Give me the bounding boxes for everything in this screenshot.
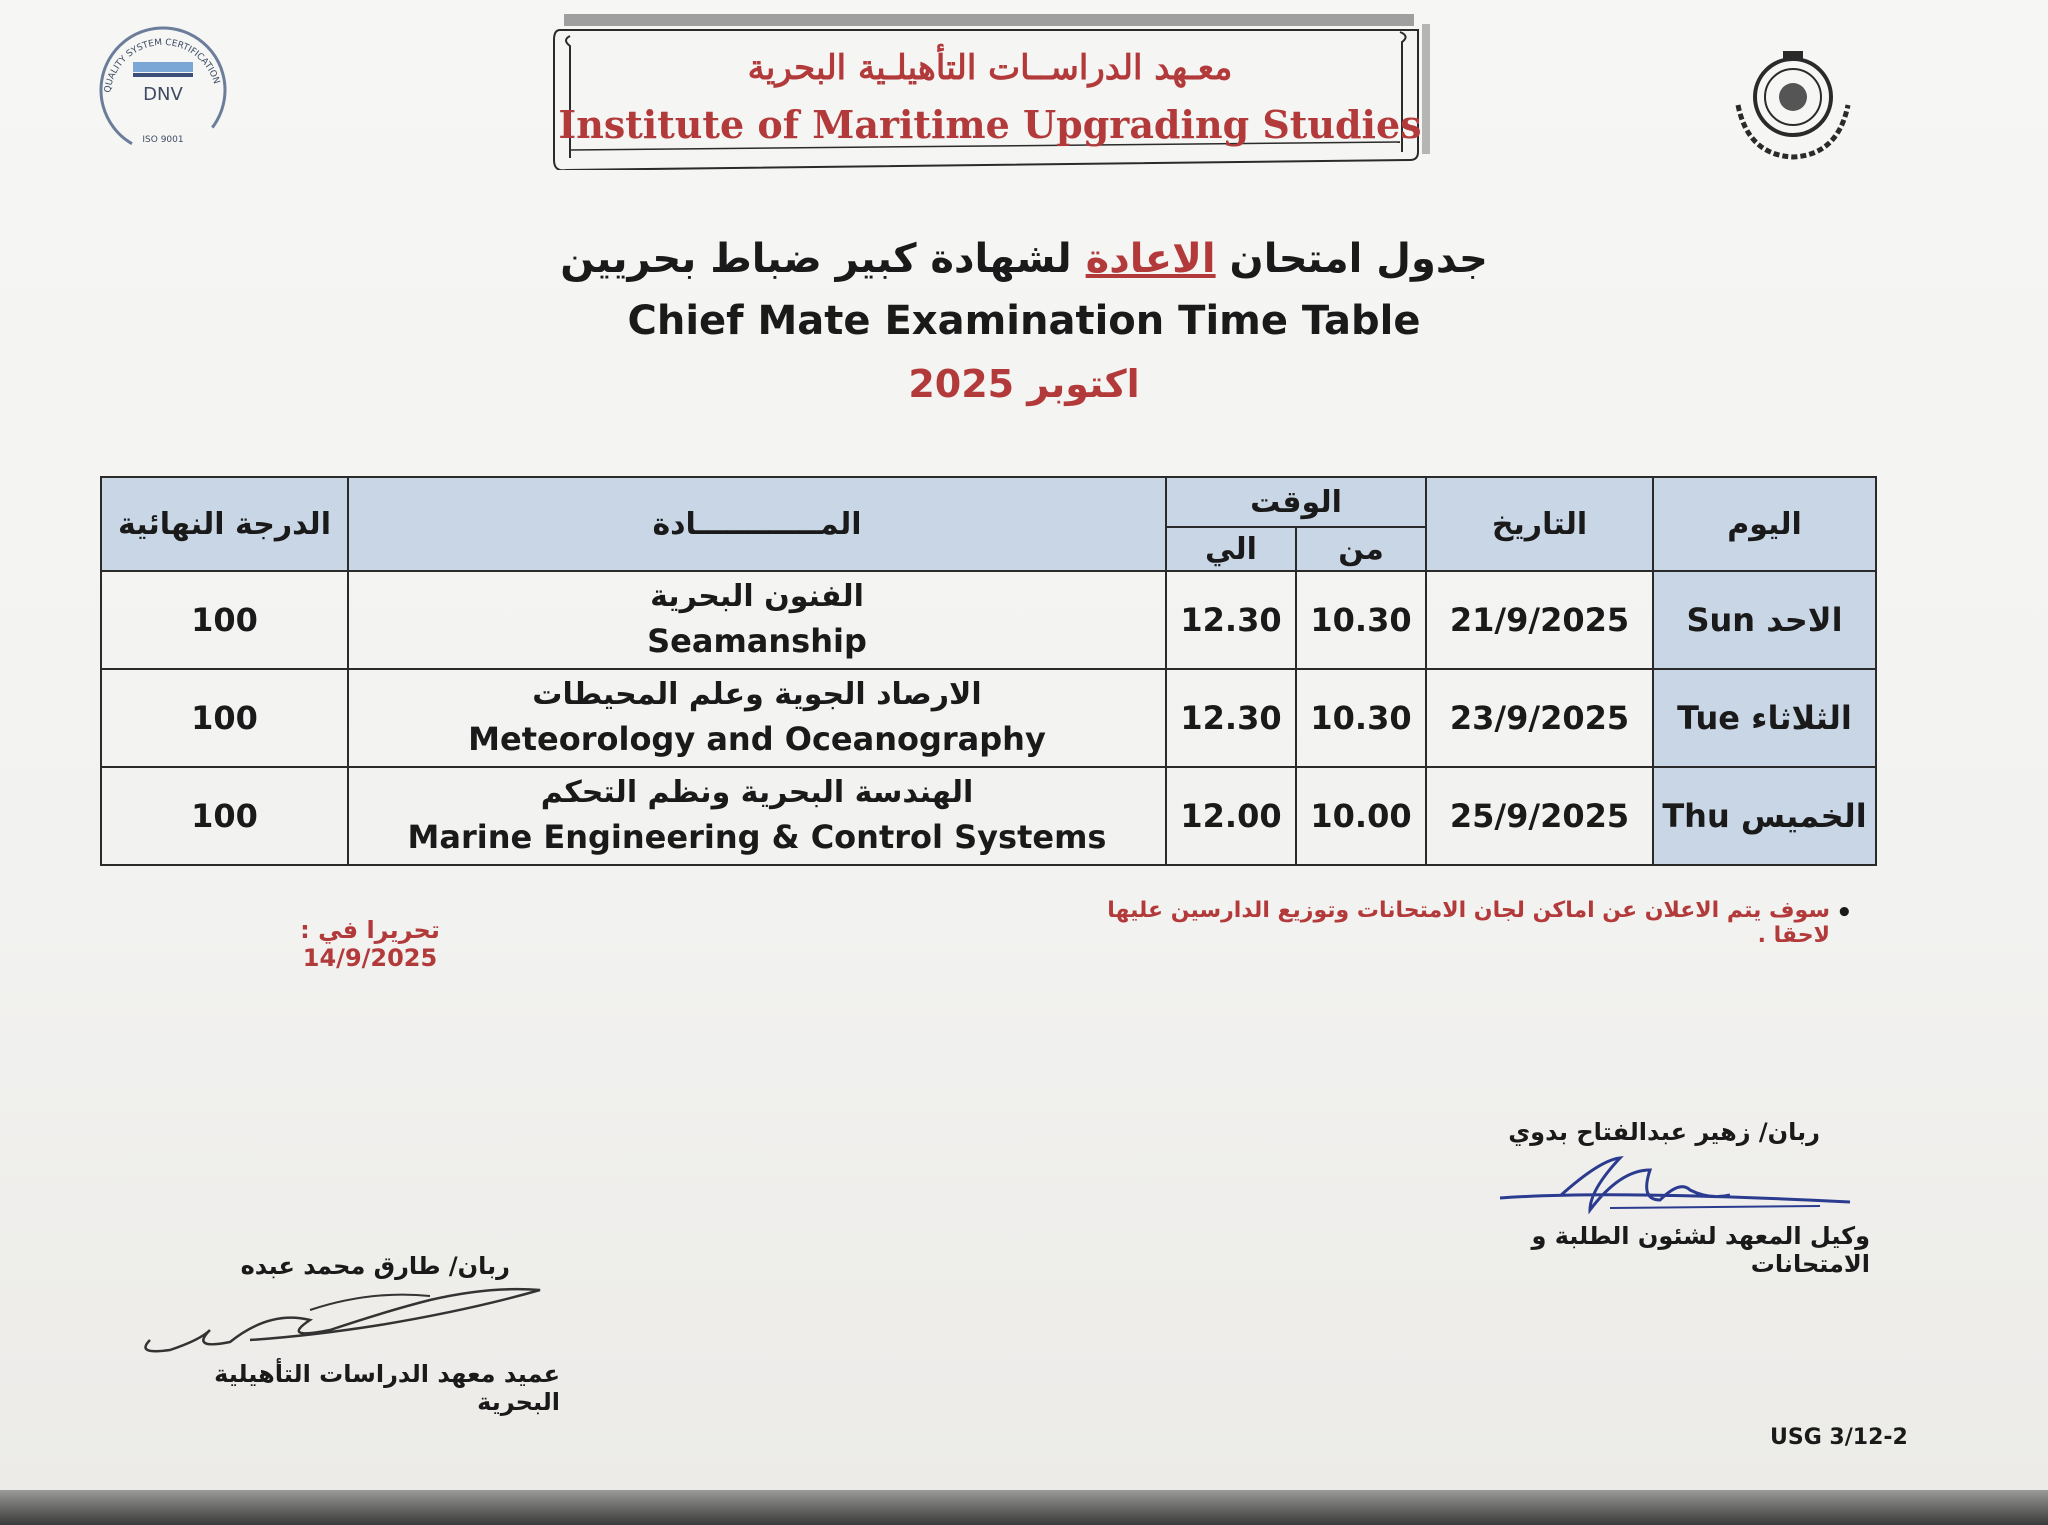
page-edge-shadow xyxy=(0,1490,2048,1525)
date-cell: 21/9/2025 xyxy=(1426,571,1653,669)
day-cell xyxy=(1653,767,1876,865)
note-bullet: • xyxy=(1836,898,1853,928)
right-signatory-name: ربان/ زهير عبدالفتاح بدوي xyxy=(1508,1118,1820,1146)
header-date: التاريخ xyxy=(1426,477,1653,571)
grade-cell: 100 xyxy=(101,767,348,865)
header-grade: الدرجة النهائية xyxy=(101,477,348,571)
day-ar: الاحد xyxy=(1766,601,1843,639)
title-ar-part2: لشهادة كبير ضباط بحريين xyxy=(560,236,1072,282)
right-signatory-title: وكيل المعهد لشئون الطلبة و الامتحانات xyxy=(1531,1222,1870,1278)
right-signature-icon xyxy=(1490,1150,1860,1230)
time-from-cell: 10.30 xyxy=(1296,571,1426,669)
title-arabic xyxy=(0,236,2048,282)
left-signatory-title: عميد معهد الدراسات التأهيلية البحرية xyxy=(214,1360,560,1416)
subject-cell xyxy=(348,767,1166,865)
left-signatory-name: ربان/ طارق محمد عبده xyxy=(240,1252,510,1280)
header-to: الي xyxy=(1166,527,1296,571)
table-row xyxy=(101,669,1876,767)
day-ar: الخميس xyxy=(1740,797,1867,835)
day-en: Sun xyxy=(1686,601,1756,639)
time-to-cell: 12.30 xyxy=(1166,669,1296,767)
svg-text:ISO 9001: ISO 9001 xyxy=(142,135,184,145)
written-date xyxy=(230,916,510,972)
header-day: اليوم xyxy=(1653,477,1876,571)
time-to-cell: 12.30 xyxy=(1166,571,1296,669)
document-code: USG 3/12-2 xyxy=(1770,1425,1908,1450)
svg-text:QUALITY SYSTEM CERTIFICATION: QUALITY SYSTEM CERTIFICATION xyxy=(103,37,221,94)
time-from-cell: 10.00 xyxy=(1296,767,1426,865)
subject-en: Marine Engineering & Control Systems xyxy=(407,818,1107,856)
subject-ar: الفنون البحرية xyxy=(650,579,864,614)
grade-cell: 100 xyxy=(101,571,348,669)
grade-cell: 100 xyxy=(101,669,348,767)
header-from: من xyxy=(1296,527,1426,571)
subject-ar: الارصاد الجوية وعلم المحيطات xyxy=(532,677,982,712)
svg-text:DNV: DNV xyxy=(143,84,183,105)
subject-ar: الهندسة البحرية ونظم التحكم xyxy=(540,775,974,810)
subject-cell xyxy=(348,669,1166,767)
institute-name-ar: معـهد الدراســات التأهيلـية البحرية xyxy=(747,48,1233,88)
subject-en: Meteorology and Oceanography xyxy=(468,720,1046,758)
written-label: تحريرا في : xyxy=(300,916,440,944)
header-subject: المــــــــــــادة xyxy=(348,477,1166,571)
note-text: سوف يتم الاعلان عن اماكن لجان الامتحانات وتوزيع الدارسين عليها لاحقا . xyxy=(1107,898,1830,948)
subject-en: Seamanship xyxy=(647,622,867,660)
day-en: Tue xyxy=(1677,699,1740,737)
title-english: Chief Mate Examination Time Table xyxy=(627,298,1421,344)
time-to-cell: 12.00 xyxy=(1166,767,1296,865)
date-cell: 23/9/2025 xyxy=(1426,669,1653,767)
table-row xyxy=(101,571,1876,669)
table-row xyxy=(101,767,1876,865)
title-ar-highlight: الاعادة xyxy=(1085,236,1216,282)
date-cell: 25/9/2025 xyxy=(1426,767,1653,865)
day-cell xyxy=(1653,571,1876,669)
exam-timetable xyxy=(100,476,1877,866)
day-en: Thu xyxy=(1662,797,1730,835)
header-time: الوقت xyxy=(1166,477,1426,527)
title-month: اكتوبر 2025 xyxy=(908,362,1140,406)
institute-name-en: Institute of Maritime Upgrading Studies xyxy=(558,102,1422,147)
left-signature-icon xyxy=(130,1270,550,1360)
day-ar: الثلاثاء xyxy=(1751,699,1852,737)
institute-banner xyxy=(550,10,1430,170)
title-ar-part1: جدول امتحان xyxy=(1229,236,1488,282)
time-from-cell: 10.30 xyxy=(1296,669,1426,767)
subject-cell xyxy=(348,571,1166,669)
day-cell xyxy=(1653,669,1876,767)
academy-emblem-icon xyxy=(1718,45,1868,165)
dnv-certification-logo xyxy=(88,18,238,148)
written-date-value: 14/9/2025 xyxy=(302,944,438,972)
